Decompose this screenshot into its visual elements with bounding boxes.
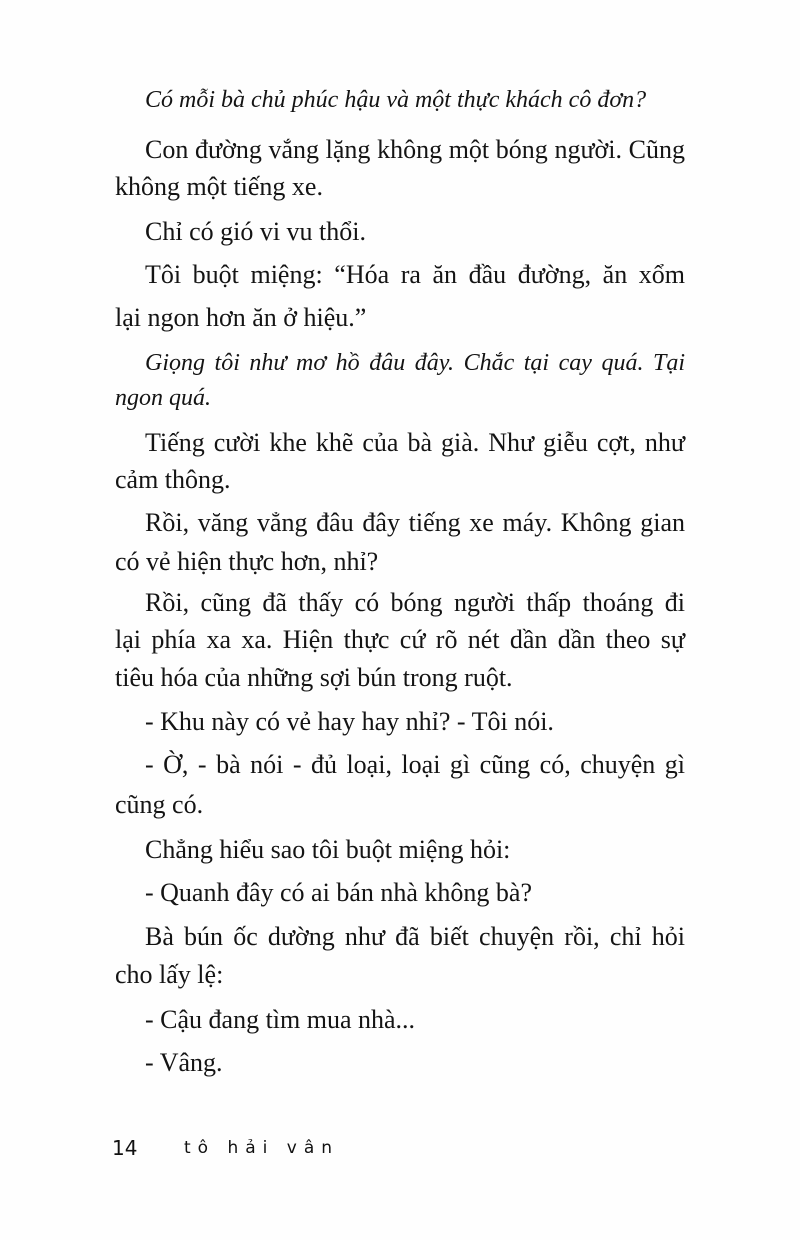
- text-line: Chẳng hiểu sao tôi buột miệng hỏi:: [145, 835, 511, 864]
- text-line: Con đường vắng lặng không một bóng người. Cũng: [145, 135, 685, 164]
- text-line: Rồi, văng vẳng đâu đây tiếng xe máy. Không gian: [145, 508, 685, 537]
- page-number: 14: [112, 1136, 138, 1160]
- text-line: cũng có.: [115, 790, 204, 819]
- text-line: lại ngon hơn ăn ở hiệu.”: [115, 303, 367, 332]
- text-line: - Khu này có vẻ hay hay nhỉ? - Tôi nói.: [145, 707, 554, 736]
- text-line: Rồi, cũng đã thấy có bóng người thấp thoáng đi: [145, 588, 685, 617]
- text-line: cho lấy lệ:: [115, 960, 224, 989]
- text-line: không một tiếng xe.: [115, 172, 323, 201]
- text-line: Giọng tôi như mơ hồ đâu đây. Chắc tại cay quá. Tại: [145, 350, 685, 376]
- text-line: Bà bún ốc dường như đã biết chuyện rồi, chỉ hỏi: [145, 922, 685, 951]
- text-line: Tiếng cười khe khẽ của bà già. Như giễu cợt, như: [145, 428, 685, 457]
- text-line: có vẻ hiện thực hơn, nhỉ?: [115, 547, 379, 576]
- text-line: Tôi buột miệng: “Hóa ra ăn đầu đường, ăn xổm: [145, 260, 685, 289]
- text-line: - Cậu đang tìm mua nhà...: [145, 1005, 416, 1034]
- text-line: - Quanh đây có ai bán nhà không bà?: [145, 878, 532, 907]
- text-line: - Ờ, - bà nói - đủ loại, loại gì cũng có, chuyện gì: [145, 750, 685, 779]
- text-line: lại phía xa xa. Hiện thực cứ rõ nét dần dần theo sự: [115, 625, 685, 654]
- running-footer-author: tô hải vân: [184, 1138, 340, 1158]
- text-line: Chỉ có gió vi vu thổi.: [145, 217, 366, 246]
- text-line: Có mỗi bà chủ phúc hậu và một thực khách cô đơn?: [145, 87, 647, 113]
- text-line: tiêu hóa của những sợi bún trong ruột.: [115, 663, 513, 692]
- text-line: - Vâng.: [145, 1048, 223, 1077]
- text-line: cảm thông.: [115, 465, 231, 494]
- text-line: ngon quá.: [115, 385, 211, 411]
